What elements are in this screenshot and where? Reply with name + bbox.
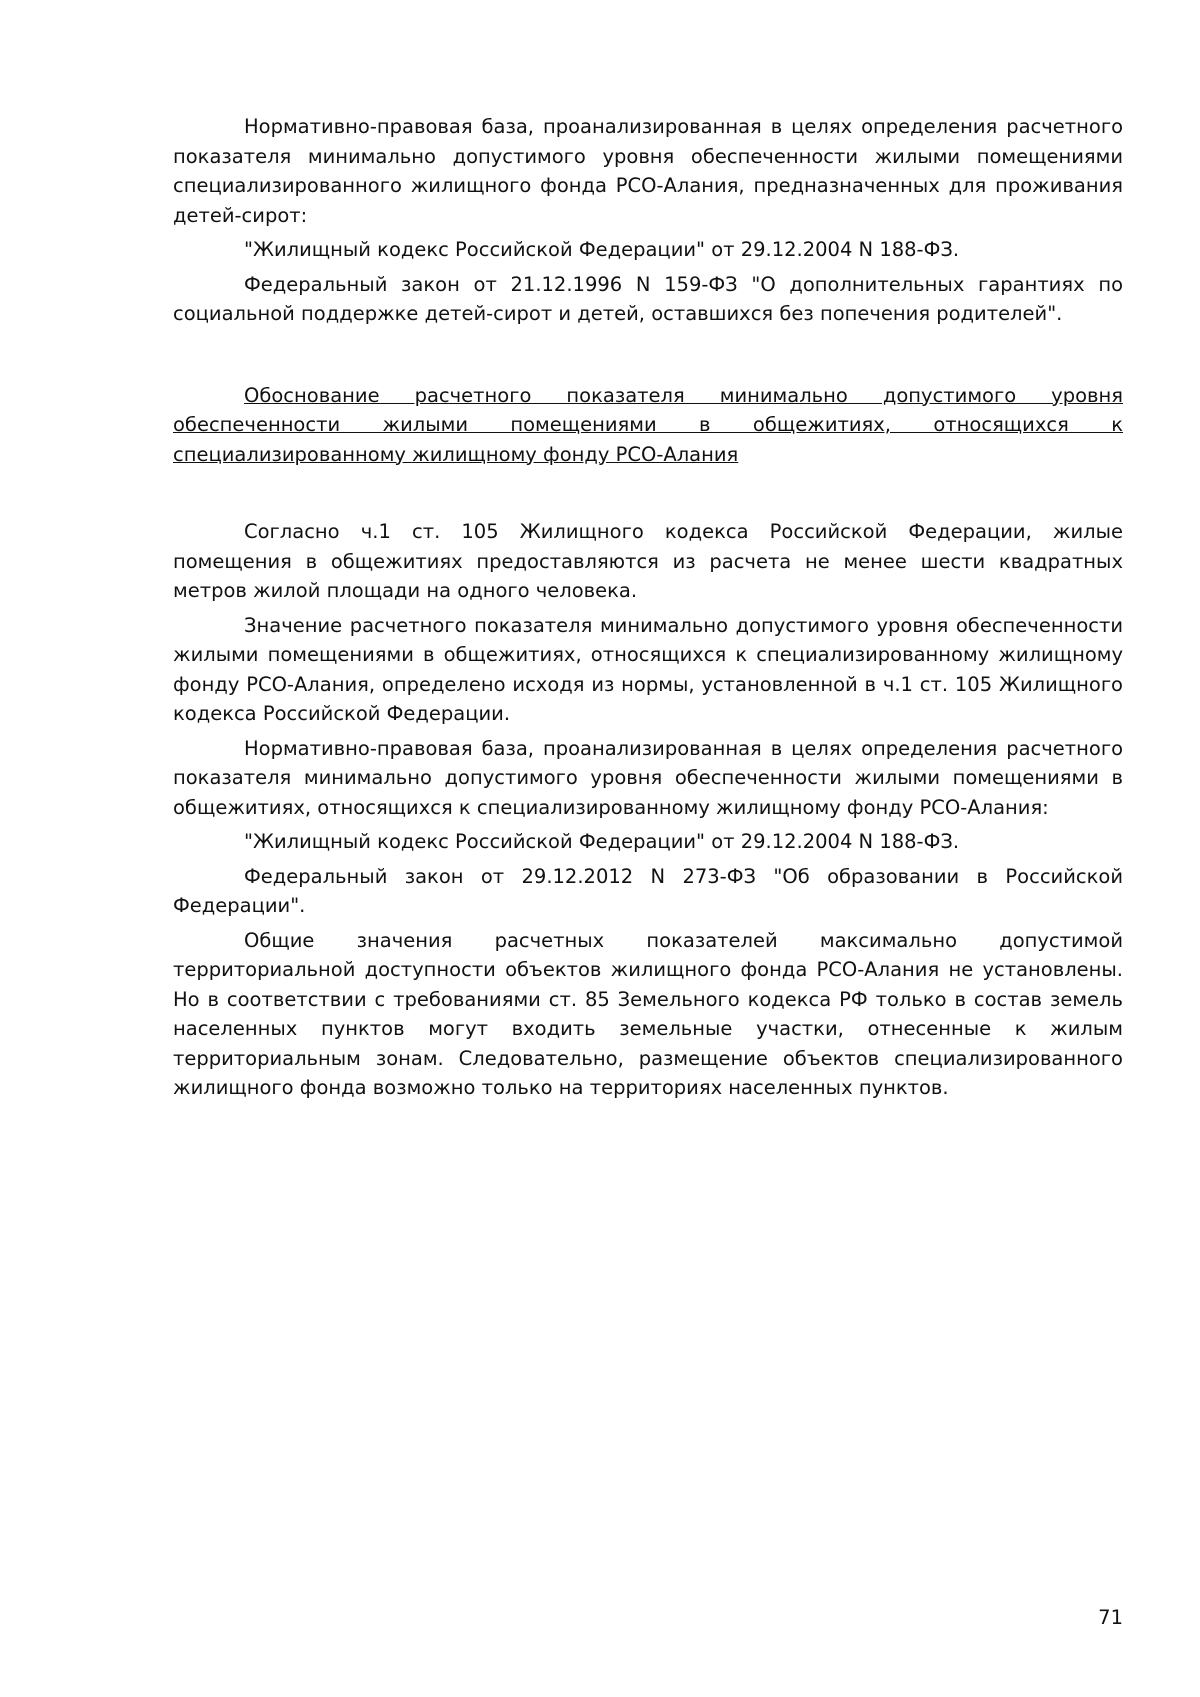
paragraph-indicator-value: Значение расчетного показателя минимально допустимого уровня обеспеченности жилыми помещениями в общежитиях, относящихся к специализированному жилищному фонду РСО-Алания, определено исходя из нормы, установленной в ч.1 ст. 105 Жилищного кодекса Российской Федерации. bbox=[173, 613, 1123, 725]
paragraph-article-105: Согласно ч.1 ст. 105 Жилищного кодекса Российской Федерации, жилые помещения в общежитиях предоставляются из расчета не менее шести квадратных метров жилой площади на одного человека. bbox=[173, 520, 1123, 602]
paragraph-housing-code-2: "Жилищный кодекс Российской Федерации" от 29.12.2004 N 188-ФЗ. bbox=[244, 830, 960, 853]
paragraph-legal-basis-dormitories: Нормативно-правовая база, проанализированная в целях определения расчетного показателя минимально допустимого уровня обеспеченности жилыми помещениями в общежитиях, относящихся к специализированному жилищному фонду РСО-Алания: bbox=[173, 736, 1123, 819]
paragraph-federal-law-273: Федеральный закон от 29.12.2012 N 273-ФЗ "Об образовании в Российской Федерации". bbox=[173, 864, 1123, 917]
paragraph-legal-basis-orphans: Нормативно-правовая база, проанализированная в целях определения расчетного показателя минимально допустимого уровня обеспеченности жилыми помещениями специализированного жилищного фонда РСО-Алания, предназначенных для проживания детей-сирот: bbox=[173, 115, 1123, 227]
page-number: 71 bbox=[1098, 1606, 1123, 1629]
paragraph-federal-law-159: Федеральный закон от 21.12.1996 N 159-ФЗ "О дополнительных гарантиях по социальной поддержке детей-сирот и детей, оставшихся без попечения родителей". bbox=[173, 272, 1123, 325]
document-page bbox=[173, 112, 1123, 1108]
paragraph-territorial-accessibility: Общие значения расчетных показателей максимально допустимой территориальной доступности объектов жилищного фонда РСО-Алания не установлены. Но в соответствии с требованиями ст. 85 Земельного кодекса РФ только в состав земель населенных пунктов могут входить земельные участки, отнесенные к жилым территориальным зонам. Следовательно, размещение объектов специализированного жилищного фонда возможно только на территориях населенных пунктов. bbox=[173, 928, 1123, 1099]
paragraph-housing-code: "Жилищный кодекс Российской Федерации" от 29.12.2004 N 188-ФЗ. bbox=[244, 238, 960, 261]
section-heading: Обоснование расчетного показателя минимально допустимого уровня обеспеченности жилыми помещениями в общежитиях, относящихся к специализированному жилищному фонду РСО-Алания bbox=[173, 383, 1123, 466]
